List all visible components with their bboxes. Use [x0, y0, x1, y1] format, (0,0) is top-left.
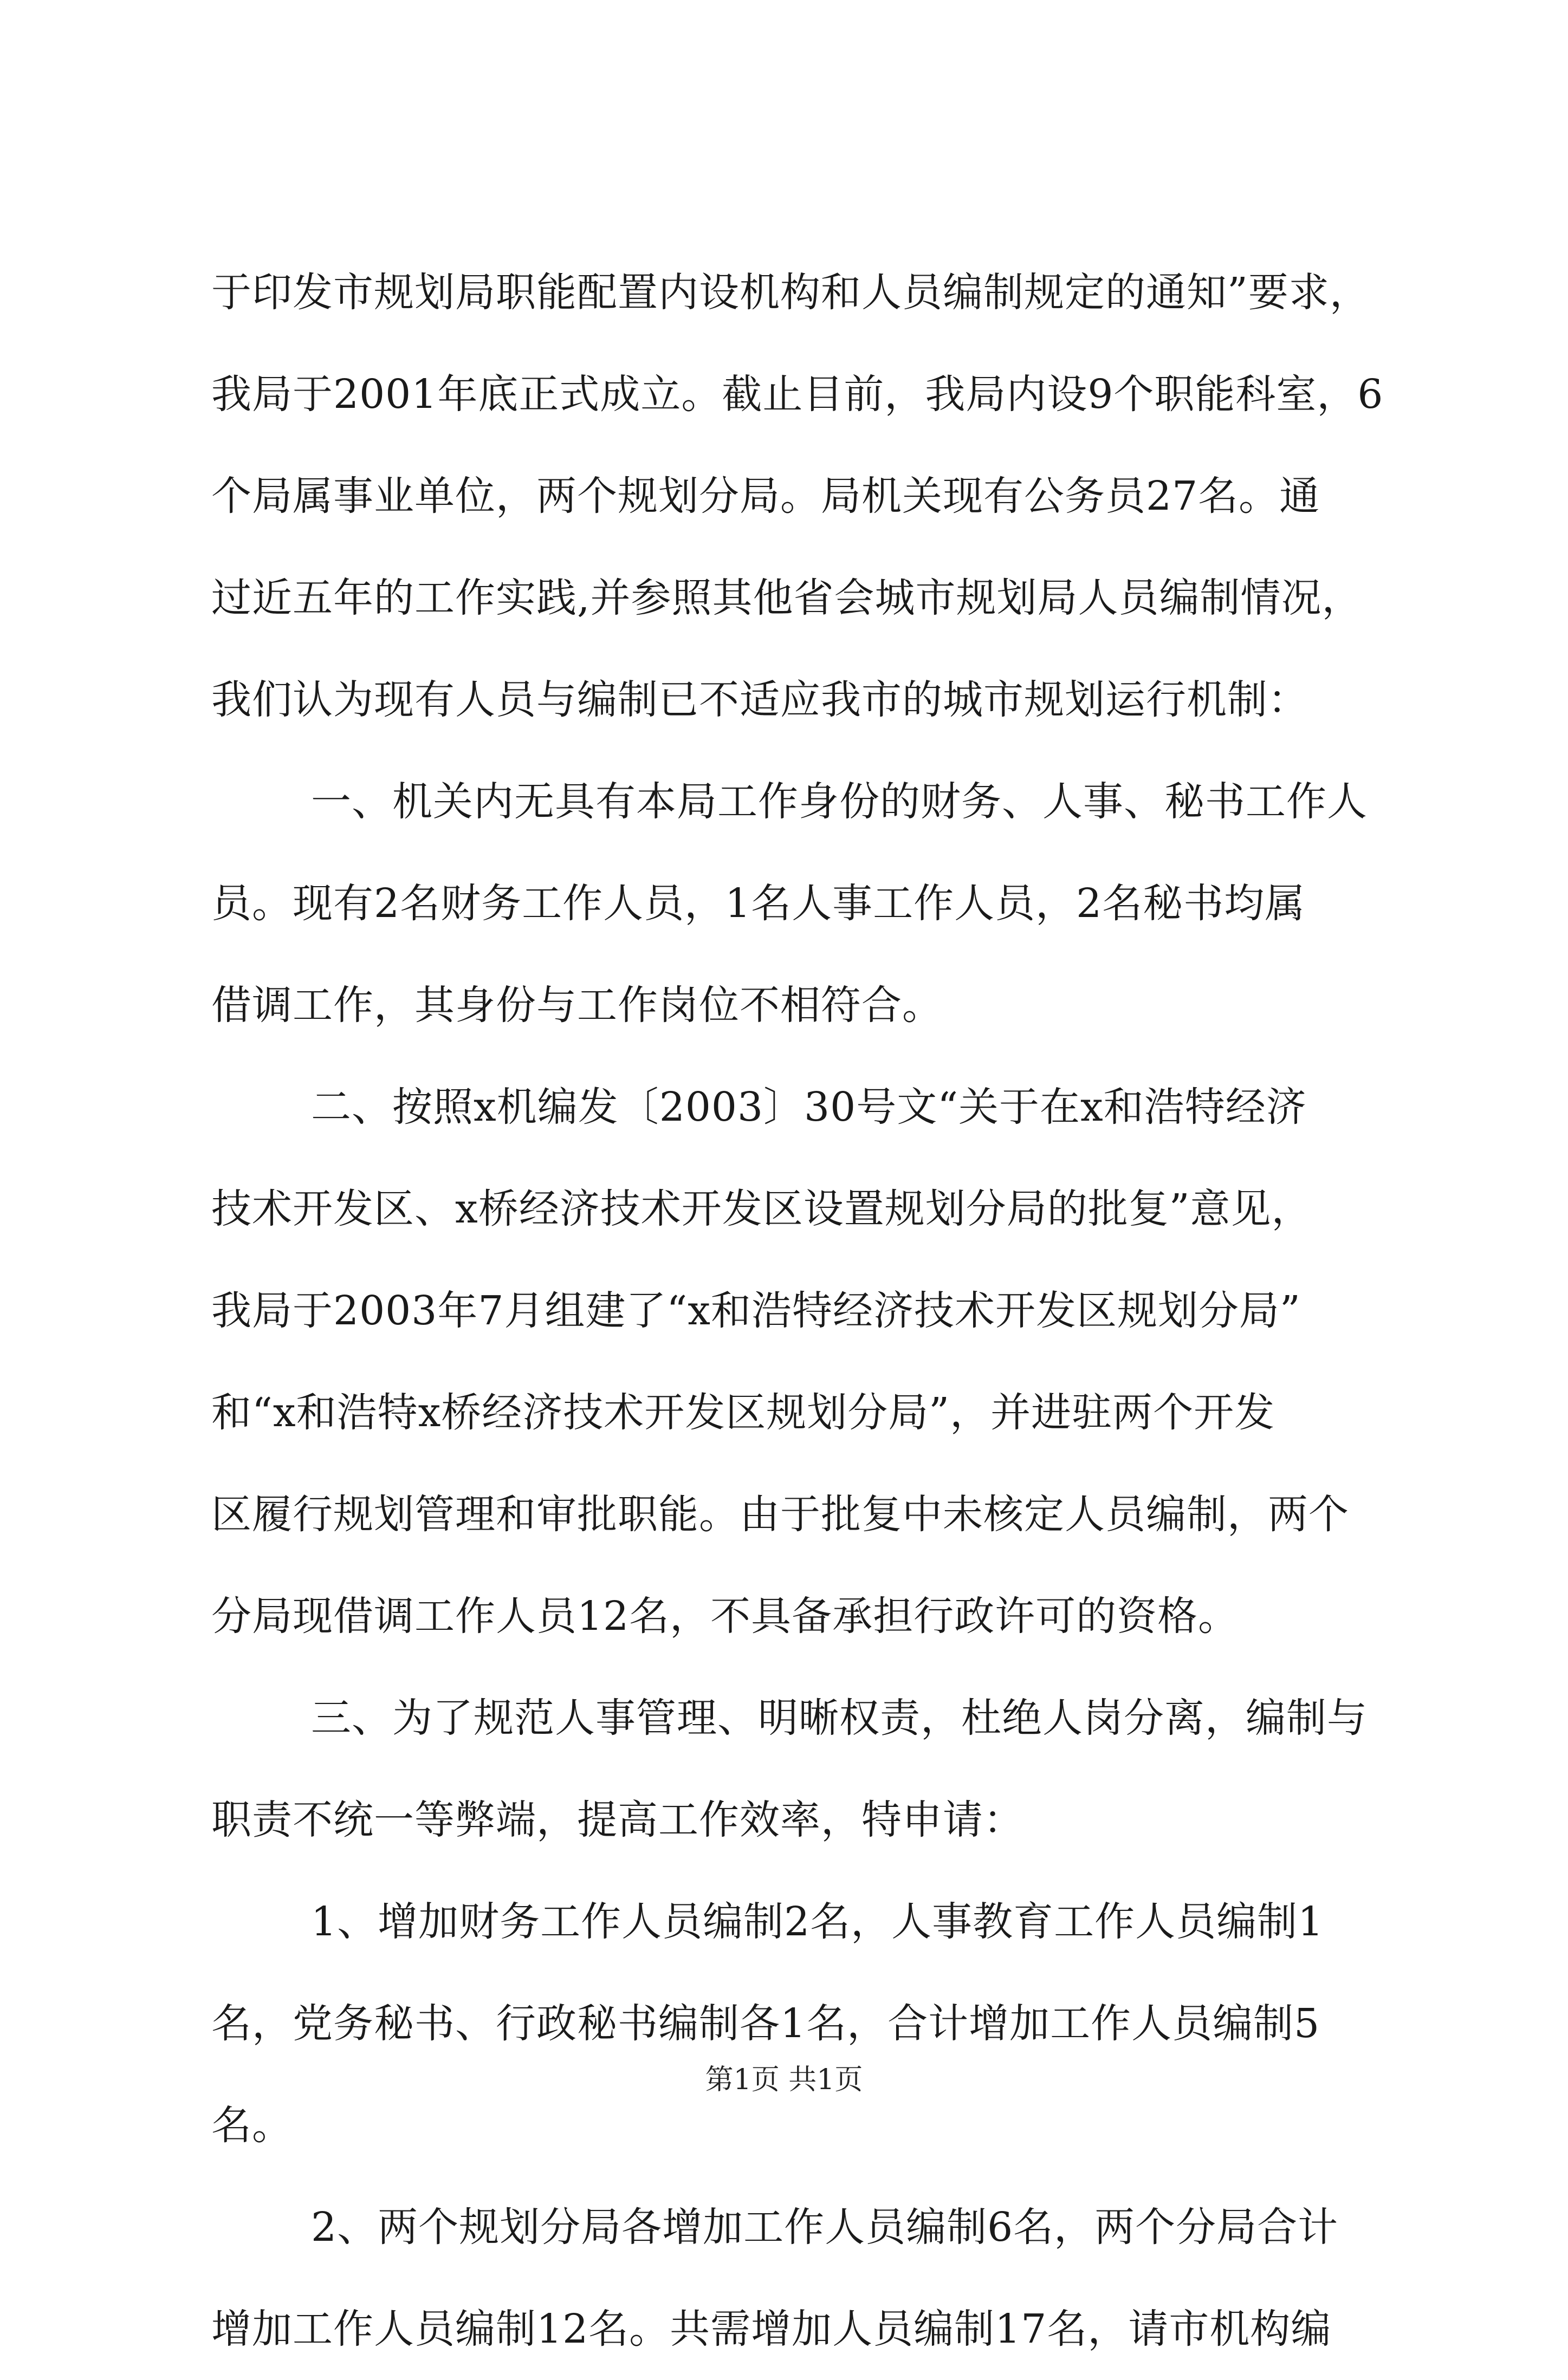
text-line: 增加工作人员编制12名。共需增加人员编制17名，请市机构编 — [211, 2306, 1332, 2352]
text-line: 技术开发区、x桥经济技术开发区设置规划分局的批复”意见， — [211, 1186, 1312, 1232]
text-line: 名。 — [211, 2102, 293, 2149]
text-line: 过近五年的工作实践,并参照其他省会城市规划局人员编制情况， — [211, 575, 1363, 621]
text-line: 职责不统一等弊端，提高工作效率，特申请： — [211, 1797, 1024, 1843]
paragraph-two-start: 二、按照x机编发〔2003〕30号文“关于在x和浩特经济 — [311, 1084, 1307, 1130]
text-line: 名，党务秘书、行政秘书编制各1名，合计增加工作人员编制5 — [211, 2000, 1320, 2047]
text-line: 和“x和浩特x桥经济技术开发区规划分局”，并进驻两个开发 — [211, 1389, 1275, 1436]
text-line: 我局于2003年7月组建了“x和浩特经济技术开发区规划分局” — [211, 1287, 1301, 1334]
list-item-two-start: 2、两个规划分局各增加工作人员编制6名，两个分局合计 — [311, 2204, 1339, 2251]
text-line: 员。现有2名财务工作人员，1名人事工作人员，2名秘书均属 — [211, 880, 1306, 927]
text-line: 我局于2001年底正式成立。截止目前，我局内设9个职能科室，6 — [211, 371, 1384, 418]
text-line: 分局现借调工作人员12名，不具备承担行政许可的资格。 — [211, 1593, 1239, 1640]
text-line: 于印发市规划局职能配置内设机构和人员编制规定的通知”要求， — [211, 269, 1370, 316]
paragraph-one-start: 一、机关内无具有本局工作身份的财务、人事、秘书工作人 — [311, 778, 1368, 825]
paragraph-three-start: 三、为了规范人事管理、明晰权责，杜绝人岗分离，编制与 — [311, 1695, 1368, 1741]
text-line: 区履行规划管理和审批职能。由于批复中未核定人员编制，两个 — [211, 1491, 1349, 1538]
text-line: 我们认为现有人员与编制已不适应我市的城市规划运行机制： — [211, 677, 1308, 723]
list-item-one-start: 1、增加财务工作人员编制2名，人事教育工作人员编制1 — [311, 1898, 1324, 1945]
page-footer: 第1页 共1页 — [705, 2064, 863, 2096]
text-line: 个局属事业单位，两个规划分局。局机关现有公务员27名。通 — [211, 473, 1320, 519]
text-line: 借调工作，其身份与工作岗位不相符合。 — [211, 982, 943, 1029]
